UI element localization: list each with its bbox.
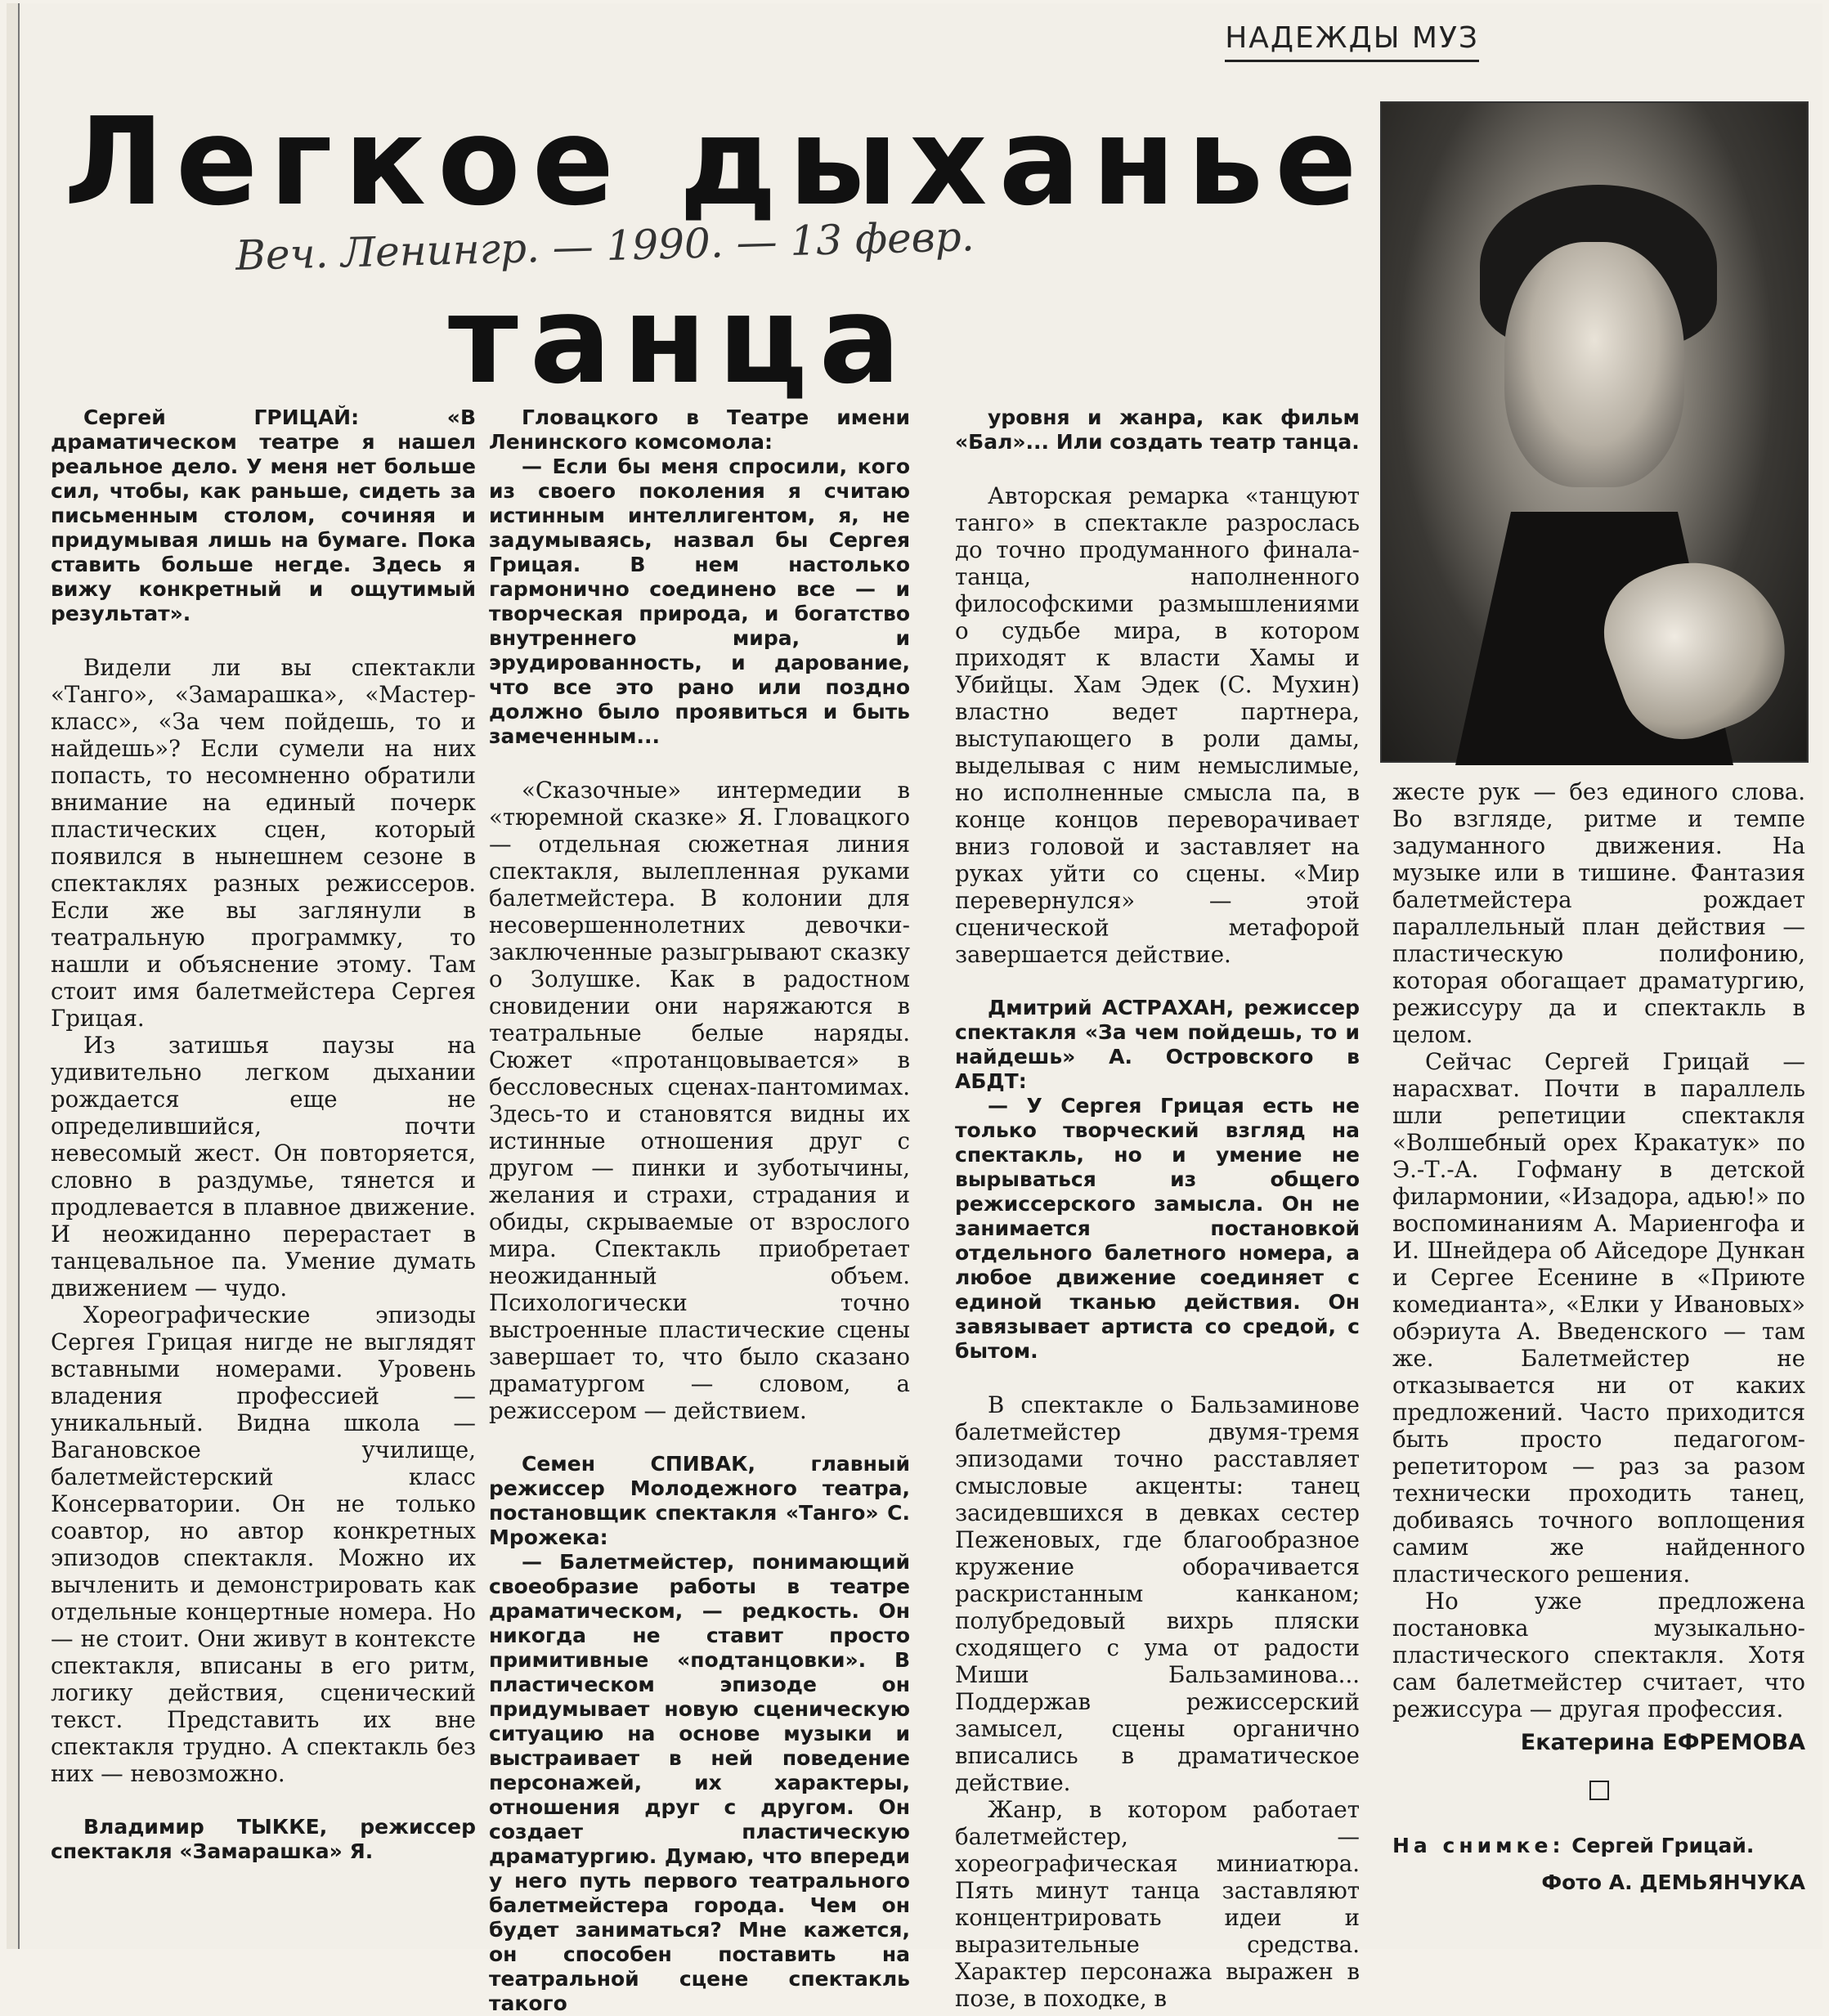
article-column-2 [489,405,910,2016]
paragraph-gap [955,1364,1360,1391]
article-paragraph: В спектакле о Бальзаминове балетмейстер двумя-тремя эпизодами точно расставляет смысловые акценты: танец засидевшихся в девках сестер Пеженовых, где благообразное кружение оборачивается раскристанным канканом; полубредовый вихрь пляски сходящего с ума от радости Миши Бальзаминова... Поддержав режиссерский замысел, сцены органично вписались в драматическое действие. [955,1391,1360,1796]
newspaper-clipping [7,3,1822,2015]
interview-quote: Владимир ТЫККЕ, режиссер спектакля «Замарашка» Я. [51,1815,476,1863]
paragraph-gap [955,968,1360,996]
article-paragraph: Из затишья паузы на удивительно легком дыхании рождается еще не определившийся, почти невесомый жест. Он повторяется, словно в раздумье, тянется и продлевается в плавное движение. И неожиданно перерастает в танцевальное па. Умение думать движением — чудо. [51,1032,476,1301]
interview-quote: — У Сергея Грицая есть не только творческий взгляд на спектакль, но и умение не вырываться из общего режиссерского замысла. Он не занимается постановкой отдельного балетного номера, а любое движение соединяет с единой тканью действия. Он завязывает артиста со средой, с бытом. [955,1094,1360,1363]
article-column-4 [1392,778,1805,1896]
paragraph-gap [489,749,910,777]
column-4-body [1392,778,1805,1723]
article-paragraph: Жанр, в котором работает балетмейстер, — хореографическая миниатюра. Пять минут танца заставляют концентрировать идеи и выразительные средства. Характер персонажа выражен в позе, в походке, в [955,1796,1360,2012]
interview-quote: — Если бы меня спросили, кого из своего поколения я считаю истинным интеллигентом, я, не задумываясь, назвал бы Сергея Грицая. В нем настолько гармонично соединено все — и творческая природа, и богатство внутреннего мира, и эрудированность, и дарование, что все это рано или поздно должно было проявиться и быть замеченным... [489,455,910,748]
photo-credit: Фото А. ДЕМЬЯНЧУКА [1541,1870,1805,1894]
paragraph-gap [955,455,1360,482]
interview-quote: — Балетмейстер, понимающий своеобразие работы в театре драматическом, — редкость. Он никогда не ставит просто примитивные «подтанцовки». В пластическом эпизоде он придумывает новую сценическую ситуацию на основе музыки и выстраивает в ней поведение персонажей, их характеры, отношения друг с другом. Он создает пластическую драматургию. Думаю, что впереди у него путь первого театрального балетмейстера города. Чем он будет заниматься? Мне кажется, он способен поставить на театральной сцене спектакль такого [489,1550,910,2015]
interview-quote: Гловацкого в Театре имени Ленинского комсомола: [489,405,910,454]
section-rubric: НАДЕЖДЫ МУЗ [1225,21,1479,62]
interview-quote: уровня и жанра, как фильм «Бал»... Или создать театр танца. [955,405,1360,454]
portrait-photo [1380,101,1809,763]
paragraph-gap [51,1787,476,1815]
article-paragraph: Хореографические эпизоды Сергея Грицая нигде не выглядят вставными номерами. Уровень владения профессией — уникальный. Видна школа — Вагановское училище, балетмейстерский класс Консерватории. Он не только соавтор, но автор конкретных эпизодов спектакля. Можно их вычленить и демонстрировать как отдельные концертные номера. Но — не стоит. Они живут в контексте спектакля, вписаны в его ритм, логику действия, сценический текст. Представить их вне спектакля трудно. А спектакль без них — невозможно. [51,1301,476,1787]
interview-quote: Дмитрий АСТРАХАН, режиссер спектакля «За чем пойдешь, то и найдешь» А. Островского в АБДТ: [955,996,1360,1093]
clipping-edge [7,3,20,1949]
interview-quote: Сергей ГРИЦАЙ: «В драматическом театре я нашел реальное дело. У меня нет больше сил, чтобы, как раньше, сидеть за письменным столом, сочиняя и придумывая лишь на бумаге. Пока ставить больше негде. Здесь я вижу конкретный и ощутимый результат». [51,405,476,625]
headline-line-2: танца [448,270,912,410]
paragraph-gap [489,1424,910,1452]
headline-line-1: Легкое дыханье [64,92,1369,232]
interview-quote: Семен СПИВАК, главный режиссер Молодежного театра, постановщик спектакля «Танго» С. Мрожека: [489,1452,910,1549]
article-paragraph: Но уже предложена постановка музыкально-пластического спектакля. Хотя сам балетмейстер считает, что режиссура — другая профессия. [1392,1588,1805,1723]
photo-face [1504,242,1684,487]
article-column-1 [51,405,476,1864]
end-mark [1589,1781,1609,1800]
paragraph-gap [51,626,476,654]
article-column-3 [955,405,1360,2012]
article-paragraph: Сейчас Сергей Грицай — нарасхват. Почти в параллель шли репетиции спектакля «Волшебный орех Кракатук» по Э.-Т.-А. Гофману в детской филармонии, «Изадора, адью!» по воспоминаниям А. Мариенгофа и И. Шнейдера об Айседоре Дункан и Сергее Есенине в «Приюте комедианта», «Елки у Ивановых» обэриута А. Введенского — там же. Балетмейстер не отказывается ни от каких предложений. Часто приходится быть просто педагогом-репетитором — раз за разом технически проходить танец, добиваясь точного воплощения самим же найденного пластического решения. [1392,1048,1805,1588]
article-paragraph: Видели ли вы спектакли «Танго», «Замарашка», «Мастер-класс», «За чем пойдешь, то и найдешь»? Если сумели на них попасть, то несомненно обратили внимание на единый почерк пластических сцен, который появился в нынешнем сезоне в спектаклях разных режиссеров. Если же вы заглянули в театральную программку, то нашли и объяснение этому. Там стоит имя балетмейстера Сергея Грицая. [51,654,476,1032]
article-paragraph: «Сказочные» интермедии в «тюремной сказке» Я. Гловацкого — отдельная сюжетная линия спектакля, вылепленная руками балетмейстера. В колонии для несовершеннолетних девочки-заключенные разыгрывают сказку о Золушке. Как в радостном сновидении они наряжаются в театральные белые наряды. Сюжет «протанцовывается» в бессловесных сценах-пантомимах. Здесь-то и становятся видны их истинные отношения друг с другом — пинки и зуботычины, желания и страхи, страдания и обиды, скрываемые от взрослого мира. Спектакль приобретает неожиданный объем. Психологически точно выстроенные пластические сцены завершает то, что было сказано драматургом — словом, а режиссером — действием. [489,777,910,1424]
article-paragraph: жесте рук — без единого слова. Во взгляде, ритме и темпе задуманного движения. На музыке или в тишине. Фантазия балетмейстера рождает параллельный план действия — пластическую полифонию, которая обогащает драматургию, режиссуру да и спектакль в целом. [1392,778,1805,1048]
article-paragraph: Авторская ремарка «танцуют танго» в спектакле разрослась до точно продуманного финала-танца, наполненного философскими размышлениями о судьбе мира, в котором приходят к власти Хамы и Убийцы. Хам Эдек (С. Мухин) властно ведет партнера, выступающего в роли дамы, выделывая с ним немыслимые, но исполненные смысла па, в конце концов переворачивает вниз головой и заставляет на руках уйти со сцены. «Мир перевернулся» — этой сценической метафорой завершается действие. [955,482,1360,968]
author-signature: Екатерина ЕФРЕМОВА [1520,1730,1805,1755]
handwritten-source-note: Веч. Ленингр. — 1990. — 13 февр. [235,213,975,280]
caption-label: На снимке: [1392,1834,1565,1857]
caption-text: Сергей Грицай. [1571,1834,1755,1857]
photo-caption [1392,1833,1805,1859]
